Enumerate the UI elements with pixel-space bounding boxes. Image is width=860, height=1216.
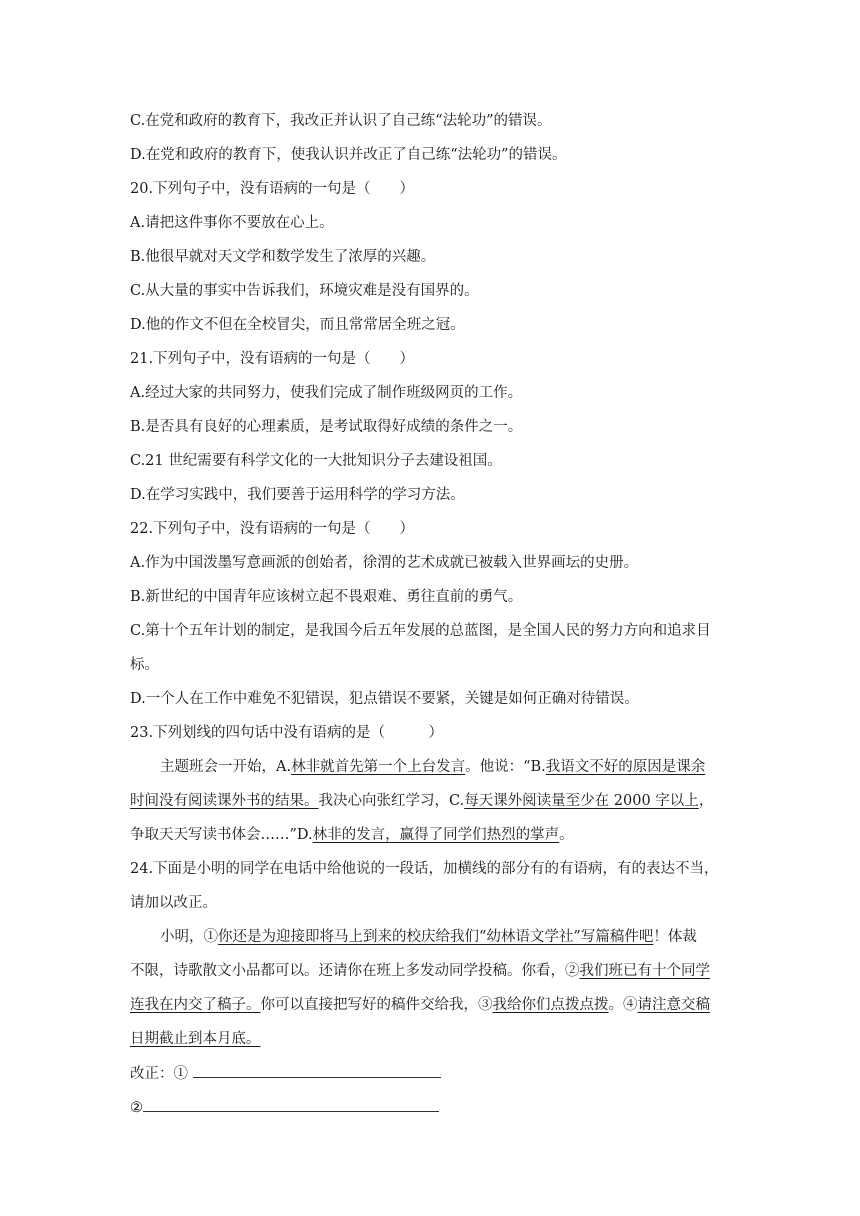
q23-underlined-d: 林非的发言，赢得了同学们热烈的掌声 (312, 827, 560, 843)
q23-underlined-b: 时间没有阅读课外书的结果。 (130, 793, 319, 809)
q23-text: 主题班会一开始，A. (160, 759, 292, 775)
q24-text: 不限，诗歌散文小品都可以。还请你在班上多发动同学投稿。你看，② (130, 963, 580, 979)
q24-underlined-2: 连我在内交了稿子。 (130, 997, 261, 1013)
q19-option-d: D.在党和政府的教育下，使我认识并改正了自己练“法轮功”的错误。 (130, 147, 567, 163)
q24-underlined-3: 我给你们点拨点拨 (492, 997, 609, 1013)
q20-option-a: A.请把这件事你不要放在心上。 (130, 215, 334, 231)
q23-text: 。他说：“B. (465, 759, 546, 775)
q24-text: 你可以直接把写好的稿件交给我，③ (260, 997, 493, 1013)
q24-text: ！体裁 (653, 929, 697, 945)
q23-text: ， (698, 793, 714, 809)
q24-underlined-4: 请注意交稿 (637, 997, 710, 1013)
q24-text: 小明，① (160, 929, 218, 945)
q23-underlined-a: 林非就首先第一个上台发言 (291, 759, 466, 775)
q24-stem-line1: 24.下面是小明的同学在电话中给他说的一段话，加横线的部分有的有语病，有的表达不当， (130, 861, 719, 877)
answer-label: 改正：① (130, 1066, 188, 1082)
q21-stem: 21.下列句子中，没有语病的一句是（ ） (130, 351, 415, 367)
q24-underlined-4: 日期截止到本月底。 (130, 1031, 261, 1047)
q24-passage-line4 (130, 1029, 740, 1049)
answer-blank-2[interactable] (143, 1097, 439, 1112)
q21-option-c: C.21 世纪需要有科学文化的一大批知识分子去建设祖国。 (130, 453, 502, 469)
q20-option-d: D.他的作文不但在全校冒尖，而且常常居全班之冠。 (130, 317, 465, 333)
q24-stem-line2: 请加以改正。 (130, 895, 217, 911)
q23-passage-line1 (160, 757, 770, 777)
q22-option-d: D.一个人在工作中难免不犯错误，犯点错误不要紧，关键是如何正确对待错误。 (130, 691, 639, 707)
q22-option-a: A.作为中国泼墨写意画派的创始者，徐渭的艺术成就已被载入世界画坛的史册。 (130, 555, 639, 571)
q23-underlined-c: 每天课外阅读量至少在 2000 字以上 (464, 793, 699, 809)
q24-passage-line2 (130, 961, 740, 981)
q24-underlined-1: 你还是为迎接即将马上到来的校庆给我们“幼林语文学社”写篇稿件吧 (218, 929, 654, 945)
answer-label: ② (130, 1100, 143, 1116)
q19-option-c: C.在党和政府的教育下，我改正并认识了自己练“法轮功”的错误。 (130, 113, 552, 129)
q24-answer-line-2 (130, 1097, 740, 1118)
q22-stem: 22.下列句子中，没有语病的一句是（ ） (130, 521, 415, 537)
q23-stem: 23.下列划线的四句话中没有语病的是（ ） (130, 725, 444, 741)
q24-passage-line1 (160, 927, 770, 947)
q23-text: 。 (559, 827, 574, 843)
q24-underlined-2: 我们班已有十个同学 (579, 963, 710, 979)
q22-option-c-line1: C.第十个五年计划的制定，是我国今后五年发展的总蓝图，是全国人民的努力方向和追求目 (130, 623, 711, 639)
q24-text: 。④ (608, 997, 638, 1013)
q24-answer-line-1 (130, 1063, 740, 1084)
q21-option-b: B.是否具有良好的心理素质，是考试取得好成绩的条件之一。 (130, 419, 523, 435)
q23-text: 争取天天写读书体会……”D. (130, 827, 313, 843)
answer-blank-1[interactable] (193, 1063, 441, 1078)
q20-option-b: B.他很早就对天文学和数学发生了浓厚的兴趣。 (130, 249, 436, 265)
q20-stem: 20.下列句子中，没有语病的一句是（ ） (130, 181, 415, 197)
q20-option-c: C.从大量的事实中告诉我们，环境灾难是没有国界的。 (130, 283, 479, 299)
q24-passage-line3 (130, 995, 740, 1015)
q22-option-b: B.新世纪的中国青年应该树立起不畏艰难、勇往直前的勇气。 (130, 589, 523, 605)
q21-option-d: D.在学习实践中，我们要善于运用科学的学习方法。 (130, 487, 465, 503)
q21-option-a: A.经过大家的共同努力，使我们完成了制作班级网页的工作。 (130, 385, 523, 401)
q23-passage-line3 (130, 825, 740, 845)
q23-underlined-b: 我语文不好的原因是课余 (545, 759, 706, 775)
q22-option-c-line2: 标。 (130, 657, 159, 673)
q23-text: 我决心向张红学习，C. (318, 793, 465, 809)
q23-passage-line2 (130, 791, 740, 811)
